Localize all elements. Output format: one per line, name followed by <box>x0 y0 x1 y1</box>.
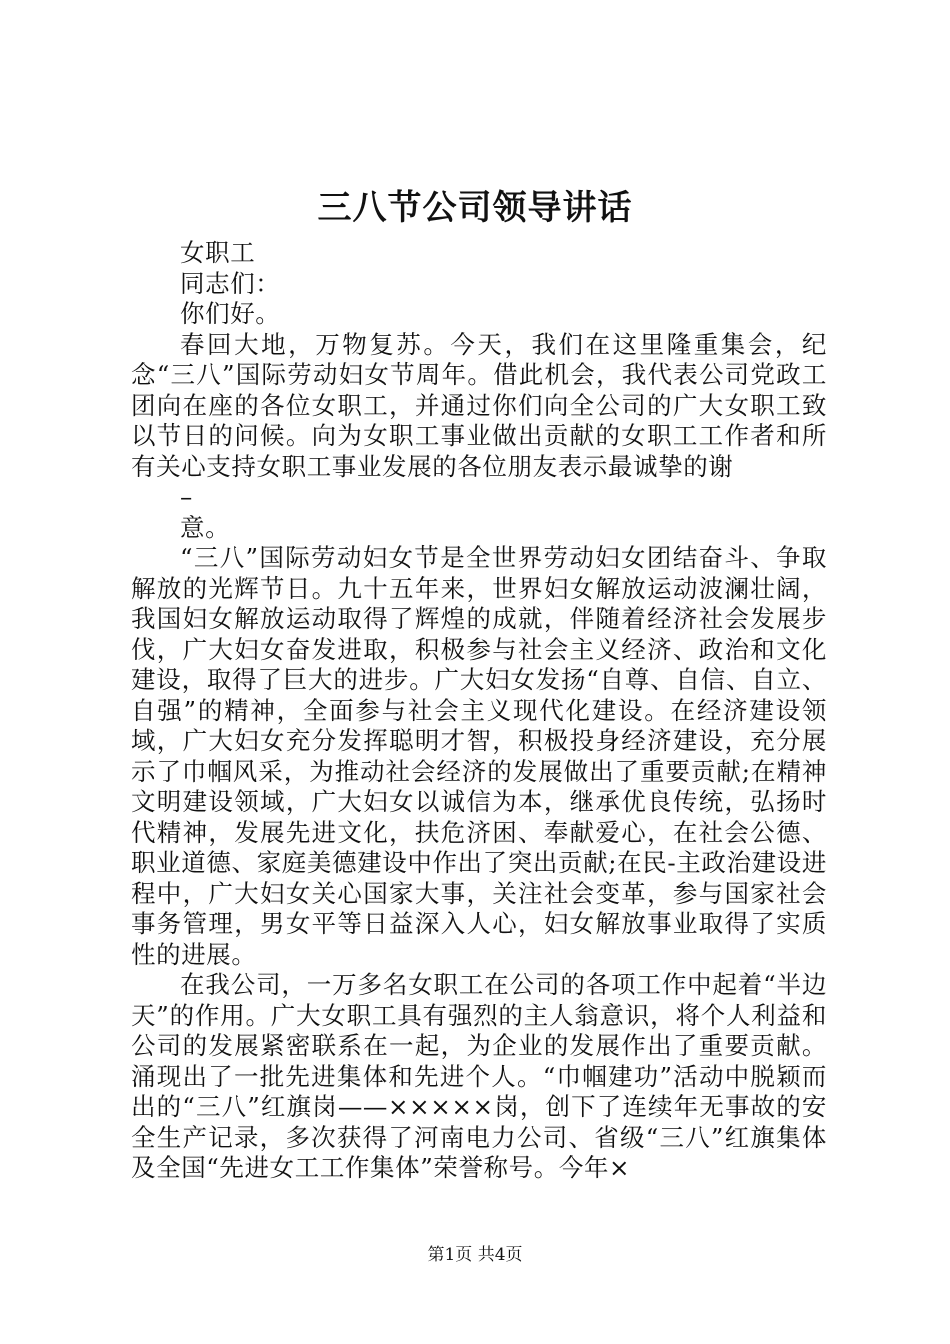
document-body <box>131 238 827 1184</box>
greeting-line-2: 同志们： <box>180 268 281 298</box>
dash-mark: – <box>180 482 193 511</box>
greeting-line-1: 女职工 <box>180 238 256 267</box>
paragraph-2: “三八”国际劳动妇女节是全世界劳动妇女团结奋斗、争取解放的光辉节日。九十五年来，世界妇女解放运动波澜壮阔，我国妇女解放运动取得了辉煌的成就，伴随着经济社会发展步伐，广大妇女奋发进取，积极参与社会主义经济、政治和文化建设，取得了巨大的进步。广大妇女发扬“自尊、自信、自立、自强”的精神，全面参与社会主义现代化建设。在经济建设领域，广大妇女充分发挥聪明才智，积极投身经济建设，充分展示了巾帼风采，为推动社会经济的发展做出了重要贡献;在精神文明建设领域，广大妇女以诚信为本，继承优良传统，弘扬时代精神，发展先进文化，扶危济困、奉献爱心，在社会公德、职业道德、家庭美德建设中作出了突出贡献;在民-主政治建设进程中，广大妇女关心国家大事，关注社会变革，参与国家社会事务管理，男女平等日益深入人心，妇女解放事业取得了实质性的进展。 <box>131 543 827 969</box>
document-title: 三八节公司领导讲话 <box>317 188 633 228</box>
paragraph-1: 春回大地，万物复苏。今天，我们在这里隆重集会，纪念“三八”国际劳动妇女节周年。借此机会，我代表公司党政工团向在座的各位女职工，并通过你们向全公司的广大女职工致以节日的问候。向为女职工事业做出贡献的女职工工作者和所有关心支持女职工事业发展的各位朋友表示最诚挚的谢 <box>131 329 827 481</box>
paragraph-3: 在我公司，一万多名女职工在公司的各项工作中起着“半边天”的作用。广大女职工具有强烈的主人翁意识，将个人利益和公司的发展紧密联系在一起，为企业的发展作出了重要贡献。涌现出了一批先进集体和先进个人。“巾帼建功”活动中脱颖而出的“三八”红旗岗——×××××岗，创下了连续年无事故的安全生产记录，多次获得了河南电力公司、省级“三八”红旗集体及全国“先进女工工作集体”荣誉称号。今年× <box>131 970 827 1182</box>
greeting-line-3: 你们好。 <box>180 299 281 328</box>
paragraph-1-tail: 意。 <box>180 512 231 542</box>
page-footer: 第1页 共4页 <box>427 1245 523 1265</box>
